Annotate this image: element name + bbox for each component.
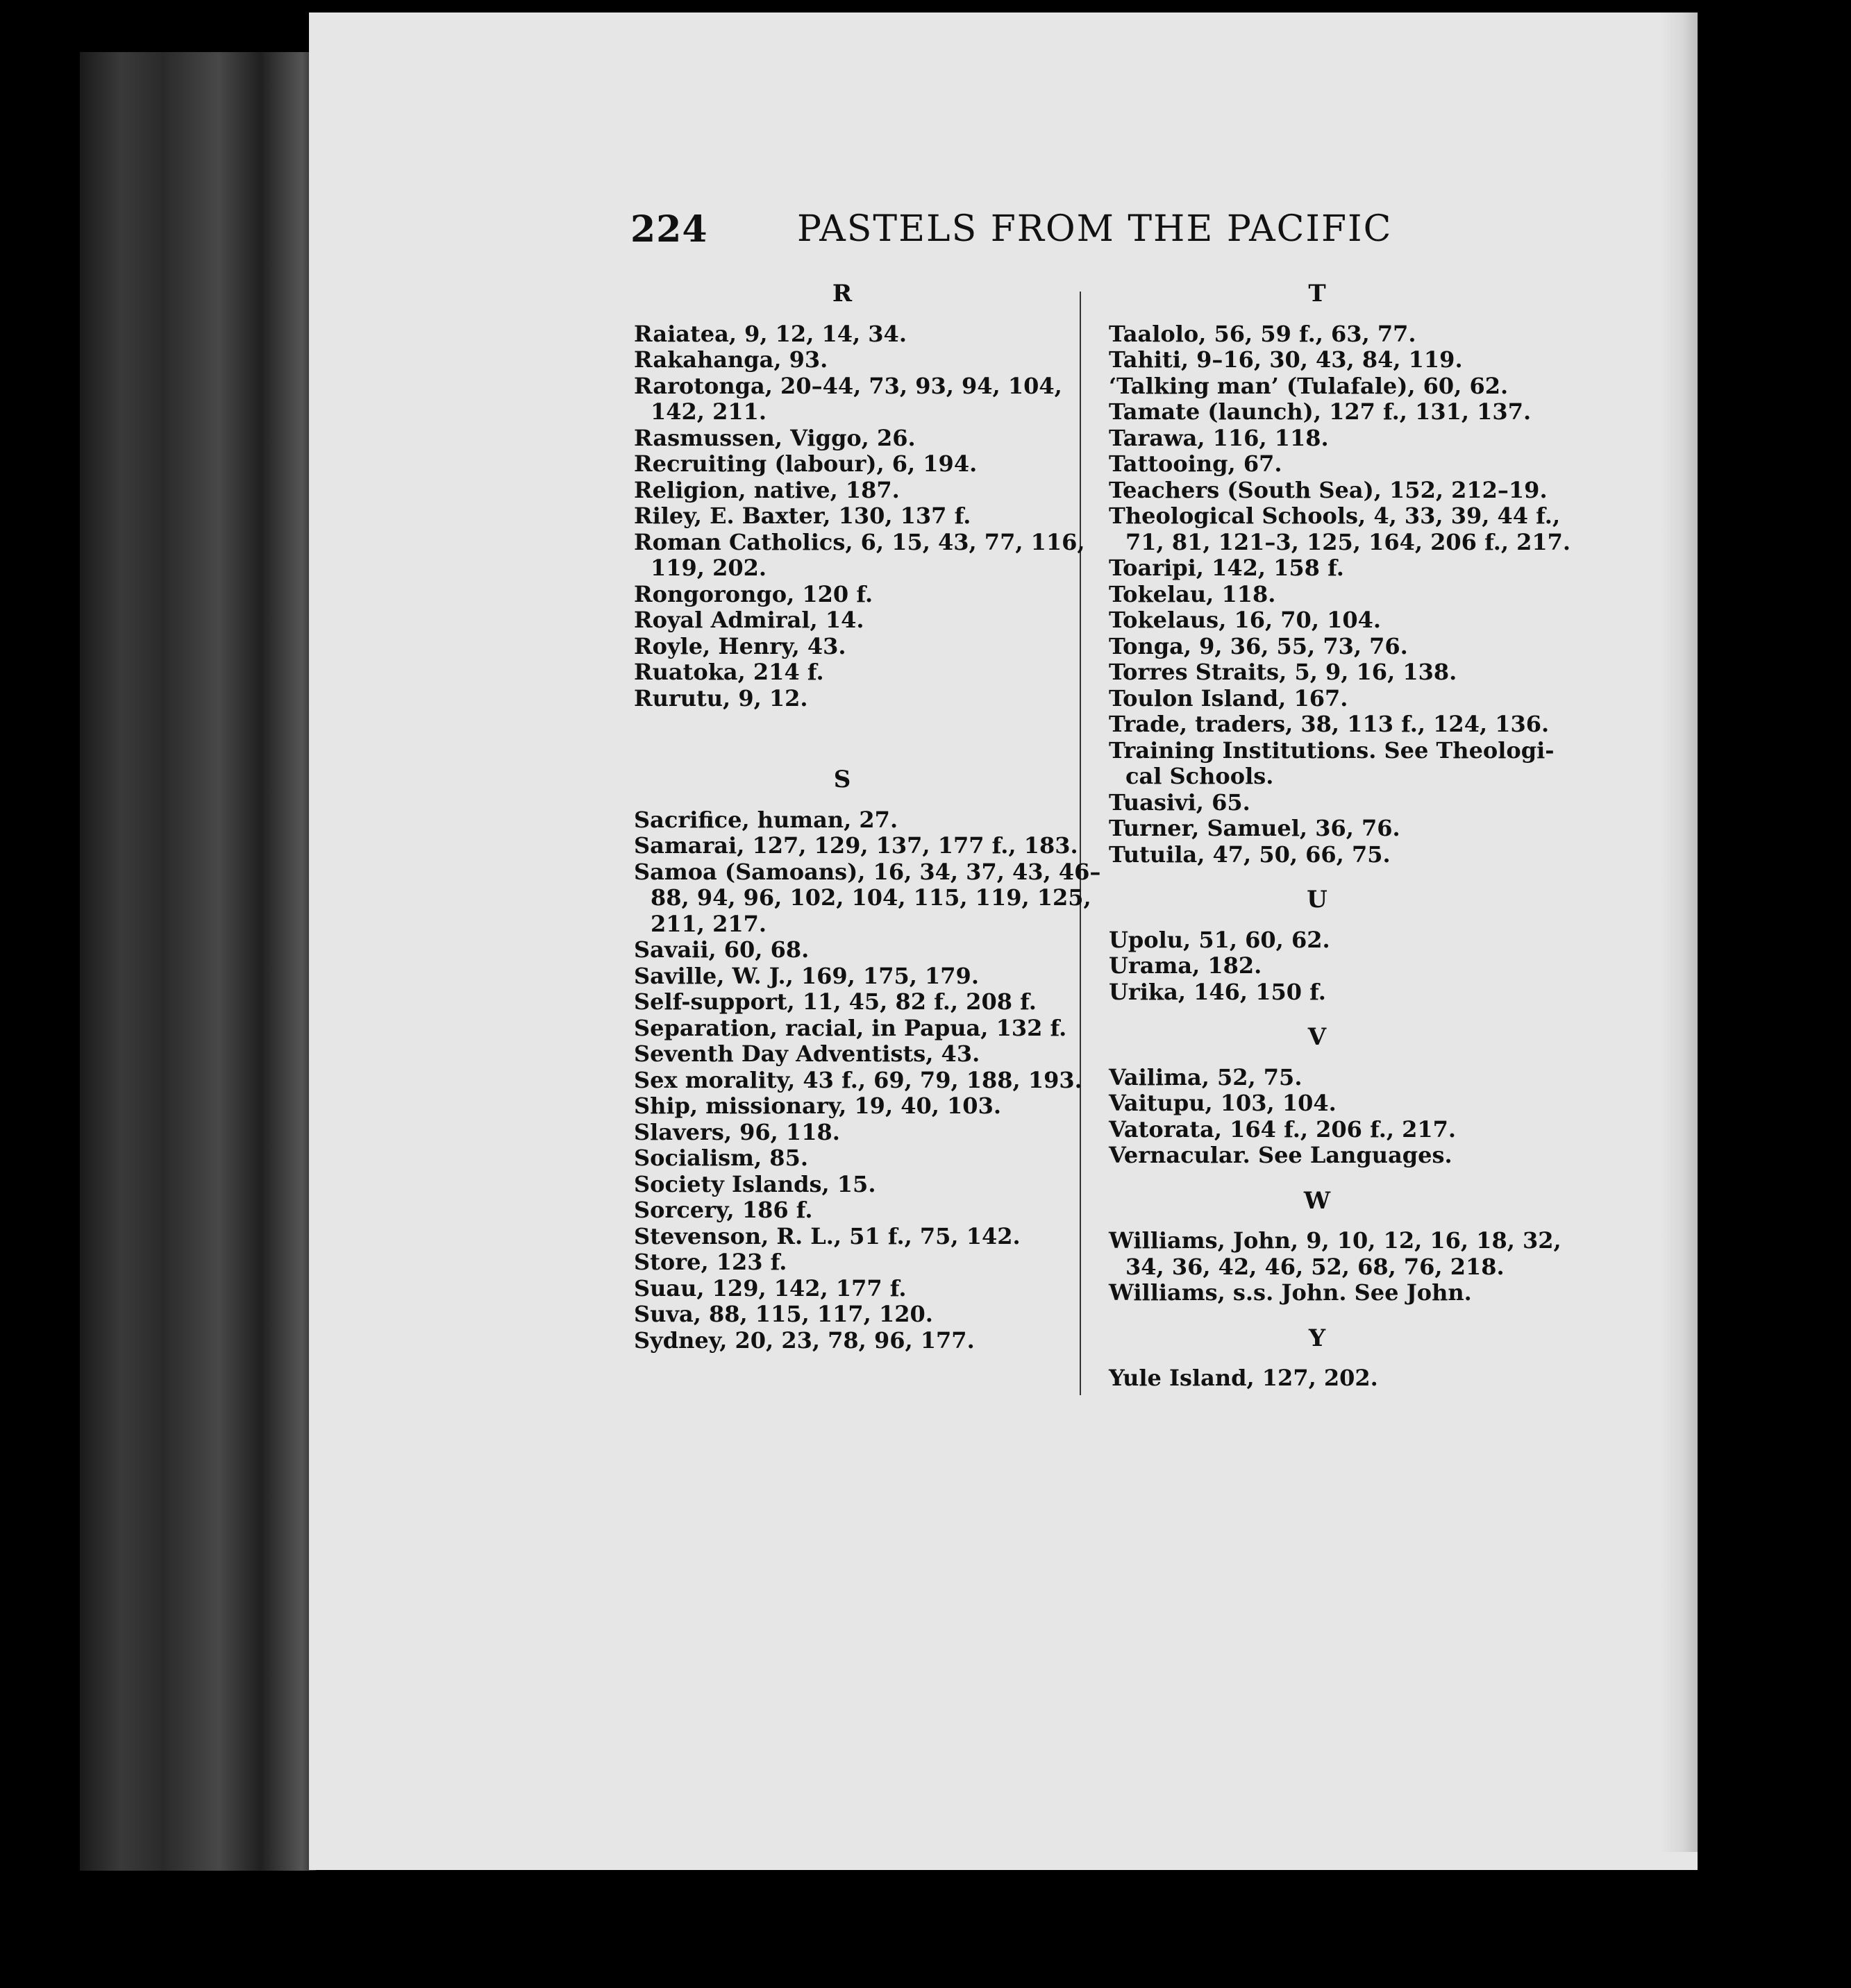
- index-entry: [634, 686, 1085, 712]
- index-entry: [1109, 659, 1560, 686]
- index-entry: [1109, 451, 1560, 478]
- index-entry: [634, 503, 1085, 530]
- index-entry: [634, 1302, 1085, 1328]
- index-entry-line: Royal Admiral, 14.: [634, 607, 864, 633]
- index-entry: [1109, 373, 1560, 400]
- index-entry: [1109, 582, 1560, 608]
- index-entry-line: Vernacular. See Languages.: [1109, 1142, 1452, 1168]
- index-entry-line: Tattooing, 67.: [1109, 450, 1282, 477]
- index-entry: [634, 1145, 1085, 1172]
- index-entry: [1109, 711, 1560, 738]
- index-entry-line: Vatorata, 164 f., 206 f., 217.: [1109, 1115, 1457, 1143]
- index-entry-line: Training Institutions. See Theologi-: [1109, 736, 1555, 764]
- index-entry: [634, 373, 1085, 426]
- index-entry: [1109, 478, 1560, 504]
- index-entry: [634, 1328, 1085, 1354]
- index-entry-line: Williams, John, 9, 10, 12, 16, 18, 32,: [1109, 1227, 1561, 1254]
- index-entry: [1109, 347, 1560, 373]
- index-entry-line: Samarai, 127, 129, 137, 177 f., 183.: [634, 832, 1078, 859]
- running-head: [630, 208, 1393, 264]
- index-entry-line: Tokelaus, 16, 70, 104.: [1109, 607, 1382, 633]
- index-entry: [634, 858, 1101, 938]
- index-entry: [1109, 842, 1560, 868]
- index-entry-continuation: 88, 94, 96, 102, 104, 115, 119, 125,: [651, 884, 1091, 911]
- index-entry-line: Tarawa, 116, 118.: [1109, 424, 1329, 451]
- index-entry-line: Sorcery, 186 f.: [634, 1197, 813, 1223]
- index-entry-line: Suau, 129, 142, 177 f.: [634, 1274, 907, 1302]
- index-entry: [634, 989, 1085, 1016]
- index-entry-line: Rarotonga, 20–44, 73, 93, 94, 104,: [634, 372, 1062, 399]
- index-entry: [1109, 555, 1560, 582]
- index-entry: [1109, 1117, 1560, 1143]
- index-entry-line: Tuasivi, 65.: [1109, 789, 1250, 816]
- index-entry-line: Socialism, 85.: [634, 1145, 808, 1171]
- index-entry: [634, 1093, 1085, 1120]
- index-entry-line: Theological Schools, 4, 33, 39, 44 f.,: [1109, 503, 1561, 529]
- index-entry: [634, 1041, 1085, 1068]
- index-entry: [1109, 927, 1560, 954]
- index-entry-line: Rakahanga, 93.: [634, 346, 828, 373]
- index-entry-line: Tokelau, 118.: [1109, 580, 1276, 607]
- index-entry: [1109, 1280, 1560, 1306]
- index-entry-continuation: 119, 202.: [651, 555, 767, 581]
- index-entry: [1109, 790, 1560, 816]
- section-letter: Y: [1308, 1324, 1326, 1352]
- index-entry: [1109, 953, 1560, 979]
- index-entry: [634, 1068, 1085, 1094]
- section-letter: V: [1307, 1023, 1327, 1051]
- index-entry: [634, 1249, 1085, 1276]
- section-spacer: [634, 711, 1085, 767]
- section-letter: U: [1307, 886, 1327, 913]
- index-column-right: [1109, 280, 1571, 1392]
- page-number: 224: [630, 208, 708, 251]
- section-letter: S: [833, 766, 851, 793]
- index-entry-line: Williams, s.s. John. See John.: [1109, 1279, 1472, 1306]
- index-entry: [1109, 426, 1560, 452]
- book-page-edges: [80, 52, 316, 1871]
- section-spacer: [1109, 1169, 1560, 1188]
- index-entry: [634, 1172, 1085, 1198]
- book-title: PASTELS FROM THE PACIFIC: [797, 208, 1393, 250]
- index-entry-line: Vaitupu, 103, 104.: [1109, 1090, 1337, 1116]
- index-entry: [1109, 503, 1571, 555]
- index-entry: [1109, 738, 1560, 790]
- index-entry-line: Upolu, 51, 60, 62.: [1109, 926, 1330, 953]
- index-entry-line: Suva, 88, 115, 117, 120.: [634, 1301, 933, 1327]
- index-entry-line: Rasmussen, Viggo, 26.: [634, 424, 916, 451]
- index-entry-line: Tonga, 9, 36, 55, 73, 76.: [1109, 632, 1408, 659]
- index-entry: [634, 321, 1085, 348]
- index-entry: [1109, 816, 1560, 842]
- index-entry-continuation: 142, 211.: [651, 398, 767, 425]
- index-entry-line: Taalolo, 56, 59 f., 63, 77.: [1109, 320, 1416, 347]
- index-entry: [634, 607, 1085, 634]
- index-entry-continuation: cal Schools.: [1125, 763, 1274, 789]
- index-entry-line: ‘Talking man’ (Tulafale), 60, 62.: [1109, 372, 1509, 399]
- index-entry-line: Vailima, 52, 75.: [1109, 1063, 1303, 1090]
- index-entry: [634, 634, 1085, 660]
- index-entry-line: Self-support, 11, 45, 82 f., 208 f.: [634, 988, 1037, 1015]
- index-entry-line: Savaii, 60, 68.: [634, 936, 810, 963]
- index-entry: [634, 807, 1085, 834]
- index-entry-continuation: 71, 81, 121–3, 125, 164, 206 f., 217.: [1125, 528, 1571, 555]
- index-entry: [634, 833, 1085, 859]
- index-entry-line: Trade, traders, 38, 113 f., 124, 136.: [1109, 711, 1550, 737]
- index-entry-line: Slavers, 96, 118.: [634, 1118, 840, 1145]
- index-entry-line: Ruatoka, 214 f.: [634, 659, 824, 685]
- index-entry: [1109, 607, 1560, 634]
- index-entry: [634, 478, 1085, 504]
- index-entry: [634, 1276, 1085, 1302]
- index-entry-line: Ship, missionary, 19, 40, 103.: [634, 1093, 1001, 1119]
- index-entry: [634, 963, 1085, 990]
- index-entry-line: Recruiting (labour), 6, 194.: [634, 450, 978, 477]
- index-entry-line: Yule Island, 127, 202.: [1109, 1365, 1378, 1391]
- index-entry: [634, 530, 1085, 582]
- index-entry-line: Separation, racial, in Papua, 132 f.: [634, 1014, 1067, 1041]
- index-entry-line: Rongorongo, 120 f.: [634, 580, 873, 607]
- section-spacer: [1109, 868, 1560, 887]
- index-entry-line: Tamate (launch), 127 f., 131, 137.: [1109, 398, 1532, 425]
- index-entry-line: Religion, native, 187.: [634, 476, 900, 503]
- index-entry: [634, 347, 1085, 373]
- index-entry-continuation: 34, 36, 42, 46, 52, 68, 76, 218.: [1125, 1253, 1505, 1280]
- section-spacer: [1109, 1306, 1560, 1326]
- index-entry-line: Seventh Day Adventists, 43.: [634, 1041, 980, 1067]
- index-entry-line: Sydney, 20, 23, 78, 96, 177.: [634, 1326, 975, 1354]
- index-entry-line: Sex morality, 43 f., 69, 79, 188, 193.: [634, 1066, 1082, 1093]
- index-entry-line: Urika, 146, 150 f.: [1109, 978, 1326, 1005]
- index-entry-line: Royle, Henry, 43.: [634, 632, 846, 659]
- index-entry: [634, 451, 1085, 478]
- index-entry-line: Store, 123 f.: [634, 1249, 787, 1275]
- index-entry-line: Urama, 182.: [1109, 952, 1262, 979]
- index-entry: [634, 1016, 1085, 1042]
- index-entry: [634, 426, 1085, 452]
- index-entry: [1109, 1365, 1560, 1392]
- index-entry: [634, 1224, 1085, 1250]
- index-entry-line: Toulon Island, 167.: [1109, 684, 1348, 711]
- index-entry: [1109, 979, 1560, 1006]
- index-entry-line: Tutuila, 47, 50, 66, 75.: [1109, 841, 1391, 868]
- index-entry-line: Turner, Samuel, 36, 76.: [1109, 815, 1400, 841]
- index-entry: [1109, 321, 1560, 348]
- index-column-left: [634, 280, 1101, 1354]
- index-entry-continuation: 211, 217.: [651, 910, 767, 937]
- index-entry: [634, 1120, 1085, 1146]
- index-entry-line: Tahiti, 9–16, 30, 43, 84, 119.: [1109, 346, 1463, 373]
- index-entry: [1109, 1228, 1560, 1280]
- index-entry-line: Teachers (South Sea), 152, 212–19.: [1109, 476, 1548, 503]
- index-entry: [634, 1197, 1085, 1224]
- index-entry: [1109, 634, 1560, 660]
- index-entry-line: Samoa (Samoans), 16, 34, 37, 43, 46–: [634, 858, 1101, 885]
- index-entry: [1109, 1090, 1560, 1117]
- index-entry: [1109, 686, 1560, 712]
- index-entry-line: Riley, E. Baxter, 130, 137 f.: [634, 503, 971, 529]
- index-entry-line: Raiatea, 9, 12, 14, 34.: [634, 320, 907, 347]
- index-entry-line: Rurutu, 9, 12.: [634, 684, 808, 711]
- section-spacer: [1109, 1005, 1560, 1025]
- section-letter: R: [832, 280, 853, 308]
- index-entry-line: Roman Catholics, 6, 15, 43, 77, 116,: [634, 528, 1085, 555]
- index-entry-line: Sacrifice, human, 27.: [634, 806, 898, 833]
- page-right-edge: [1659, 12, 1698, 1852]
- index-entry: [1109, 1065, 1560, 1091]
- index-entry-line: Toaripi, 142, 158 f.: [1109, 555, 1344, 581]
- section-letter: T: [1308, 280, 1326, 308]
- index-entry-line: Torres Straits, 5, 9, 16, 138.: [1109, 659, 1457, 685]
- index-entry: [634, 582, 1085, 608]
- index-entry-line: Society Islands, 15.: [634, 1170, 876, 1197]
- section-letter: W: [1303, 1186, 1331, 1215]
- index-entry-line: Stevenson, R. L., 51 f., 75, 142.: [634, 1222, 1021, 1249]
- index-entry-line: Saville, W. J., 169, 175, 179.: [634, 962, 979, 989]
- index-entry: [634, 937, 1085, 963]
- index-entry: [634, 659, 1085, 686]
- index-entry: [1109, 399, 1560, 426]
- index-entry: [1109, 1143, 1560, 1169]
